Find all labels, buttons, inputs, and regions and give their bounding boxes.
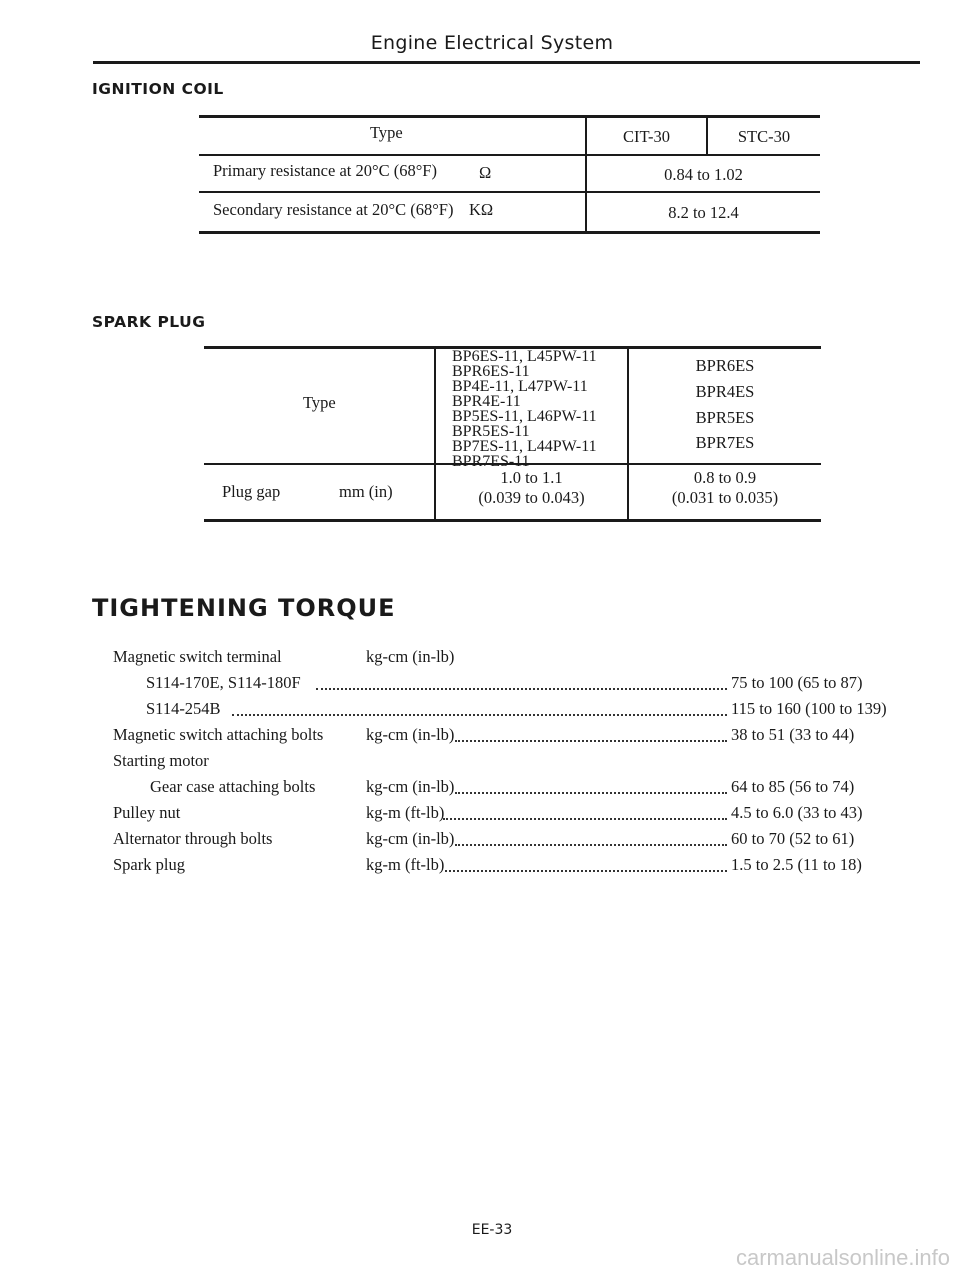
plug-gap-value-2b: (0.031 to 0.035): [671, 488, 779, 507]
primary-resistance-value: 0.84 to 1.02: [664, 165, 743, 184]
ignition-coil-heading: IGNITION COIL: [92, 80, 224, 98]
leader-dots: [455, 792, 727, 794]
spark-plug-heading: SPARK PLUG: [92, 313, 206, 331]
secondary-resistance-value: 8.2 to 12.4: [668, 203, 739, 222]
torque-value: 64 to 85 (56 to 74): [731, 777, 855, 796]
leader-dots: [455, 740, 727, 742]
spark-type-item: BP5ES-11, L46PW-11: [452, 408, 597, 425]
spark-type-bpr6es: BPR6ES: [695, 356, 755, 375]
ignition-model-stc30: STC-30: [737, 127, 791, 146]
leader-dots: [445, 870, 727, 872]
ignition-model-cit30: CIT-30: [622, 127, 671, 146]
torque-value: 38 to 51 (33 to 44): [731, 725, 855, 744]
plug-gap-label: Plug gap: [222, 482, 281, 501]
leader-dots: [455, 844, 727, 846]
torque-unit: kg-m (ft-lb): [366, 855, 445, 874]
torque-label: Starting motor: [113, 751, 209, 770]
plug-gap-value-1b: (0.039 to 0.043): [478, 488, 585, 507]
torque-value: 1.5 to 2.5 (11 to 18): [731, 855, 862, 874]
torque-label: Alternator through bolts: [113, 829, 273, 848]
leader-dots: [232, 714, 727, 716]
torque-value: 75 to 100 (65 to 87): [731, 673, 863, 692]
spark-type-item: BPR7ES-11: [452, 453, 530, 470]
torque-value: 115 to 160 (100 to 139): [731, 699, 887, 718]
ignition-type-label: Type: [370, 123, 403, 142]
torque-unit: kg-m (ft-lb): [366, 803, 445, 822]
spark-type-label: Type: [303, 393, 336, 412]
spark-type-list-1: [452, 349, 597, 469]
watermark: carmanualsonline.info: [735, 1245, 950, 1270]
torque-label: Pulley nut: [113, 803, 181, 822]
tightening-torque-heading: TIGHTENING TORQUE: [92, 594, 396, 622]
primary-resistance-unit: Ω: [479, 163, 492, 182]
spark-type-bpr5es: BPR5ES: [695, 408, 755, 427]
leader-dots: [443, 818, 727, 820]
torque-label: Magnetic switch attaching bolts: [113, 725, 324, 744]
torque-unit: kg-cm (in-lb): [366, 725, 455, 744]
torque-label: S114-170E, S114-180F: [146, 673, 301, 692]
spark-type-bpr7es: BPR7ES: [695, 433, 755, 452]
spark-type-item: BP4E-11, L47PW-11: [452, 378, 588, 395]
torque-label: Gear case attaching bolts: [150, 777, 316, 796]
primary-resistance-label: Primary resistance at 20°C (68°F): [213, 161, 437, 180]
torque-value: 60 to 70 (52 to 61): [731, 829, 855, 848]
secondary-resistance-unit: KΩ: [469, 200, 494, 219]
plug-gap-value-2a: 0.8 to 0.9: [693, 468, 757, 487]
page-header-title: Engine Electrical System: [370, 32, 614, 54]
spark-type-item: BPR5ES-11: [452, 423, 530, 440]
torque-value: 4.5 to 6.0 (33 to 43): [731, 803, 863, 822]
header-rule: [93, 61, 920, 64]
page-number: EE-33: [471, 1222, 513, 1238]
plug-gap-unit: mm (in): [339, 482, 393, 501]
torque-label: S114-254B: [146, 699, 221, 718]
leader-dots: [316, 688, 727, 690]
spark-type-item: BP6ES-11, L45PW-11: [452, 348, 597, 365]
torque-unit: kg-cm (in-lb): [366, 647, 455, 666]
plug-gap-value-1a: 1.0 to 1.1: [500, 468, 563, 487]
torque-unit: kg-cm (in-lb): [366, 777, 455, 796]
spark-type-item: BPR6ES-11: [452, 363, 530, 380]
torque-unit: kg-cm (in-lb): [366, 829, 455, 848]
spark-type-item: BP7ES-11, L44PW-11: [452, 438, 597, 455]
secondary-resistance-label: Secondary resistance at 20°C (68°F): [213, 200, 454, 219]
spark-type-bpr4es: BPR4ES: [695, 382, 755, 401]
torque-label: Spark plug: [113, 855, 185, 874]
spark-type-item: BPR4E-11: [452, 393, 521, 410]
torque-label: Magnetic switch terminal: [113, 647, 282, 666]
